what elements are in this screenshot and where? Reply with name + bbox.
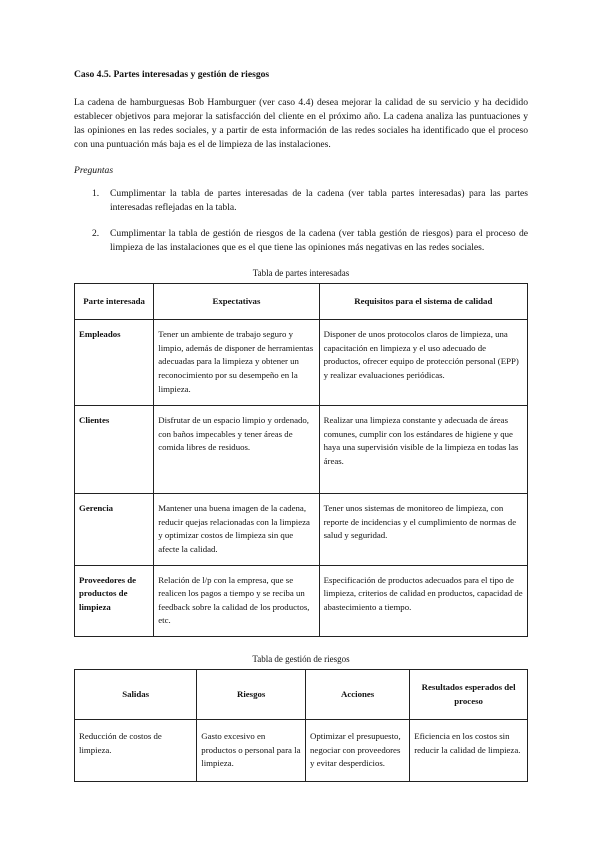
stakeholders-table-caption: Tabla de partes interesadas — [252, 268, 350, 279]
column-header: Riesgos — [197, 670, 306, 720]
requirements-cell: Realizar una limpieza constante y adecuada de áreas comunes, cumplir con los estándares de higiene y que haya una supervisión visible de la limpieza en todas las áreas. — [319, 406, 527, 494]
expectations-cell: Tener un ambiente de trabajo seguro y limpio, además de disponer de herramientas adecuadas para la limpieza y obtener un reconocimiento por su desempeño en la limpieza. — [154, 320, 319, 406]
question-list — [74, 187, 528, 255]
output-cell: Reducción de costos de limpieza. — [75, 720, 197, 782]
risk-table-caption: Tabla de gestión de riesgos — [252, 654, 350, 665]
column-header: Salidas — [75, 670, 197, 720]
party-cell: Proveedores de productos de limpieza — [75, 565, 154, 637]
table-row — [75, 406, 528, 494]
questions-heading: Preguntas — [74, 164, 114, 176]
table-header-row — [75, 284, 528, 320]
spacer — [74, 637, 528, 649]
stakeholders-table — [74, 283, 528, 637]
party-cell: Gerencia — [75, 494, 154, 566]
requirements-cell: Especificación de productos adecuados para el tipo de limpieza, criterios de calidad en productos, capacidad de abastecimiento a tiempo. — [319, 565, 527, 637]
table-header-row — [75, 670, 528, 720]
party-cell: Empleados — [75, 320, 154, 406]
case-title: Caso 4.5. Partes interesadas y gestión de riesgos — [74, 69, 270, 80]
expectations-cell: Disfrutar de un espacio limpio y ordenado, con baños impecables y tener áreas de comida libres de residuos. — [154, 406, 319, 494]
table-row — [75, 565, 528, 637]
table-row — [75, 720, 528, 782]
question-text: Cumplimentar la tabla de partes interesadas de la cadena (ver tabla partes interesadas) para las partes interesadas reflejadas en la tabla. — [110, 188, 528, 214]
risk-cell: Gasto excesivo en productos o personal para la limpieza. — [197, 720, 306, 782]
column-header: Acciones — [306, 670, 410, 720]
case-intro: La cadena de hamburguesas Bob Hamburguer (ver caso 4.4) desea mejorar la calidad de su servicio y ha decidido establecer objetivos para mejorar la satisfacción del cliente en el próximo año. La cadena analiza las puntuaciones y las opiniones en las redes sociales, y a partir de esta información de las redes sociales ha identificado que el proceso con una puntuación más baja es el de limpieza de las instalaciones. — [74, 96, 528, 150]
action-cell: Optimizar el presupuesto, negociar con proveedores y evitar desperdicios. — [306, 720, 410, 782]
requirements-cell: Disponer de unos protocolos claros de limpieza, una capacitación en limpieza y el uso adecuado de productos, ofrecer equipo de protección personal (EPP) y realizar evaluaciones periódicas. — [319, 320, 527, 406]
question-number: 2. — [92, 228, 100, 240]
column-header: Expectativas — [154, 284, 319, 320]
risk-table — [74, 669, 528, 782]
column-header: Resultados esperados del proceso — [410, 670, 528, 720]
document-content — [74, 68, 528, 782]
question-item — [74, 227, 528, 255]
question-text: Cumplimentar la tabla de gestión de riesgos de la cadena (ver tabla gestión de riesgos) para el proceso de limpieza de las instalaciones que es el que tiene las opiniones más negativas en las redes sociales. — [110, 228, 528, 254]
question-number: 1. — [92, 188, 100, 200]
expectations-cell: Relación de l/p con la empresa, que se realicen los pagos a tiempo y se reciba un feedback sobre la calidad de los productos, etc. — [154, 565, 319, 637]
column-header: Parte interesada — [75, 284, 154, 320]
expectations-cell: Mantener una buena imagen de la cadena, reducir quejas relacionadas con la limpieza y optimizar costos de limpieza sin que afecte la calidad. — [154, 494, 319, 566]
requirements-cell: Tener unos sistemas de monitoreo de limpieza, con reporte de incidencias y el cumplimiento de normas de salud y seguridad. — [319, 494, 527, 566]
table-row — [75, 320, 528, 406]
result-cell: Eficiencia en los costos sin reducir la calidad de limpieza. — [410, 720, 528, 782]
table-row — [75, 494, 528, 566]
column-header: Requisitos para el sistema de calidad — [319, 284, 527, 320]
question-item — [74, 187, 528, 215]
party-cell: Clientes — [75, 406, 154, 494]
